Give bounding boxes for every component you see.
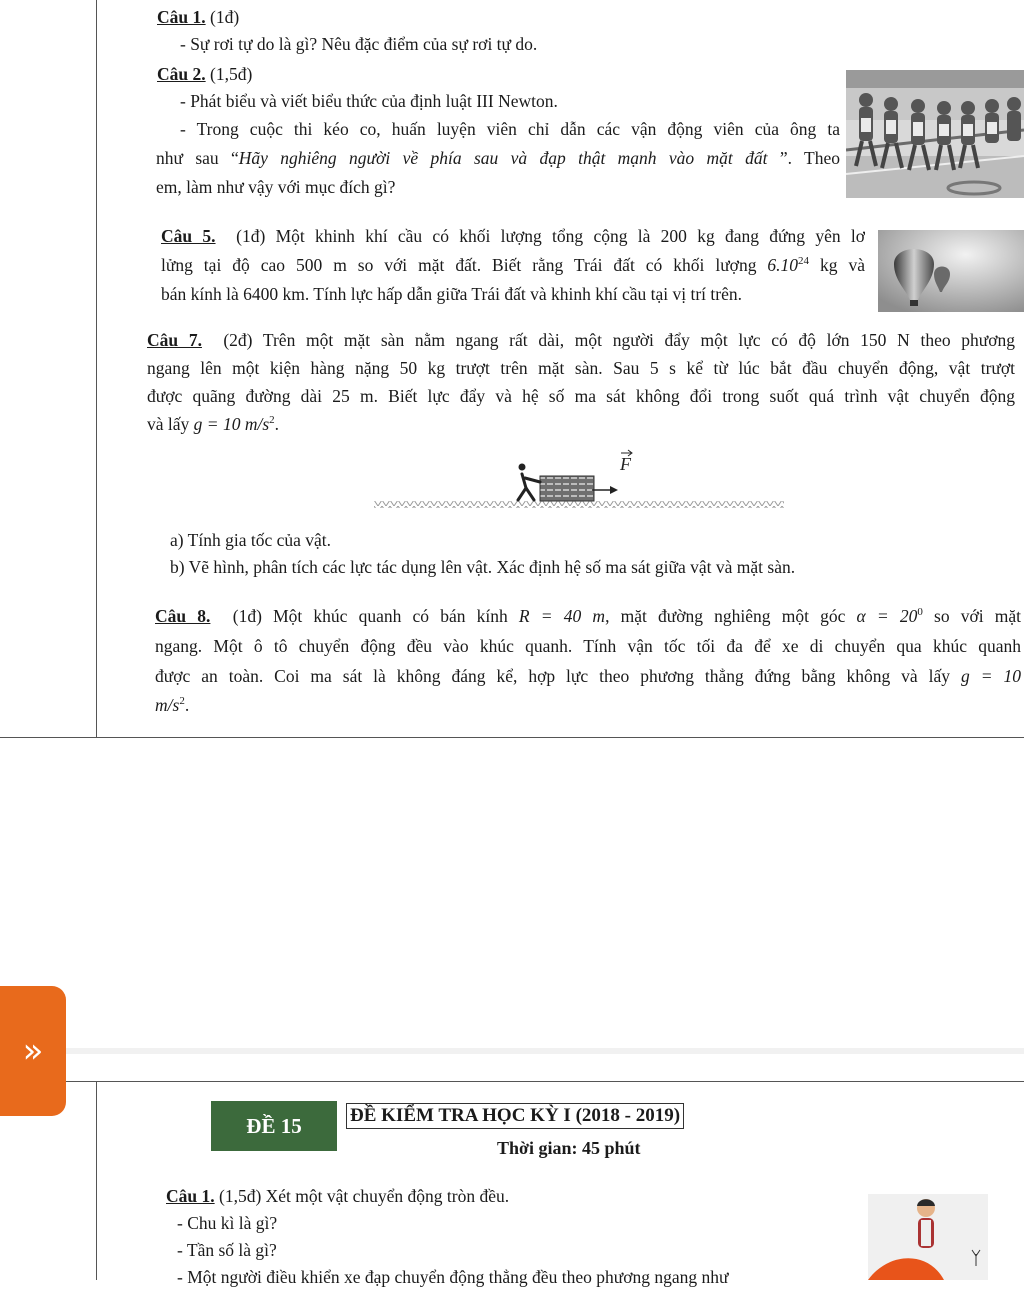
p2-q1-heading: Câu 1. (1,5đ) Xét một vật chuyển động tròn đều. (166, 1186, 510, 1206)
q5-line2: lửng tại độ cao 500 m so với mặt đất. Biết rằng Trái đất có khối lượng 6.10$^{24}$ kg và (161, 255, 865, 275)
p2-q1-c: - Một người điều khiển xe đạp chuyển động thẳng đều theo phương ngang như (177, 1267, 729, 1287)
q7-line1: Câu 7. (2đ) Trên một mặt sàn nằm ngang rất dài, một người đẩy một lực có độ lớn 150 N theo phương (147, 330, 1015, 350)
double-chevron-right-icon: » (22, 1031, 44, 1071)
q2-line3: như sau “Hãy nghiêng người về phía sau và đạp thật mạnh vào mặt đất ”. Theo (156, 148, 840, 168)
q1-line1: - Sự rơi tự do là gì? Nêu đặc điểm của sự rơi tự do. (180, 34, 538, 54)
page-left-border (96, 0, 97, 738)
q5-line3: bán kính là 6400 km. Tính lực hấp dẫn giữa Trái đất và khinh khí cầu tại vị trí trên. (161, 284, 742, 304)
exam-time: Thời gian: 45 phút (497, 1138, 641, 1158)
q5-label: Câu 5. (161, 226, 216, 246)
q2-line2: - Trong cuộc thi kéo co, huấn luyện viên chỉ dẫn các vận động viên của ông ta (180, 119, 840, 139)
q7-part-b: b) Vẽ hình, phân tích các lực tác dụng lên vật. Xác định hệ số ma sát giữa vật và mặt sàn. (170, 557, 796, 577)
q2-line1: - Phát biểu và viết biểu thức của định luật III Newton. (180, 91, 558, 111)
q7-line3: được quãng đường dài 25 m. Biết lực đẩy và hệ số ma sát không đổi trong suốt quá trình vật chuyển động (147, 386, 1015, 406)
q8-line1: Câu 8. (1đ) Một khúc quanh có bán kính R = 40 m, mặt đường nghiêng một góc $\alpha = 20^0$ so với mặt (155, 606, 1021, 626)
force-label: F (620, 454, 631, 474)
q2-line4: em, làm như vậy với mục đích gì? (156, 177, 396, 197)
q8-label: Câu 8. (155, 606, 211, 626)
p2-q1-label: Câu 1. (166, 1186, 215, 1206)
q2-coach-quote: Hãy nghiêng người về phía sau và đạp thật mạnh vào mặt đất (238, 148, 780, 168)
tug-of-war-photo (846, 70, 1024, 198)
exam-number: ĐỀ 15 (246, 1114, 302, 1138)
page2-left-border (96, 1082, 97, 1280)
page2-top-border (66, 1081, 1024, 1082)
q8-line2: ngang. Một ô tô chuyển động đều vào khúc quanh. Tính vận tốc tối đa để xe di chuyển qua khúc quanh (155, 636, 1021, 656)
push-force-diagram (370, 446, 790, 516)
page-separator (66, 1048, 1024, 1054)
p2-q1-b: - Tần số là gì? (177, 1240, 277, 1260)
q8-line3: được an toàn. Coi ma sát là không đáng kể, hợp lực theo phương thẳng đứng bằng không và lấy g = 10 (155, 666, 1021, 686)
q2-heading (157, 61, 252, 87)
q7-line4: và lấy g = 10 $m/s^2$. (147, 414, 280, 434)
q1-heading (157, 4, 239, 30)
q1-label: Câu 1. (157, 7, 206, 27)
p2-q1-a: - Chu kì là gì? (177, 1213, 278, 1233)
q8-line4: $m/s^2$. (155, 695, 190, 715)
q7-part-a: a) Tính gia tốc của vật. (170, 530, 332, 550)
exam-title: ĐỀ KIỂM TRA HỌC KỲ I (2018 - 2019) (346, 1103, 684, 1129)
q1-points: (1đ) (210, 7, 240, 27)
page-gap (0, 738, 1024, 1080)
hot-air-balloon-photo (878, 230, 1024, 312)
q5-line1: Câu 5. (1đ) Một khinh khí cầu có khối lượng tổng cộng là 200 kg đang đứng yên lơ (161, 226, 865, 246)
q7-label: Câu 7. (147, 330, 202, 350)
cyclist-illustration (868, 1194, 988, 1280)
q7-line2: ngang lên một kiện hàng nặng 50 kg trượt trên mặt sàn. Sau 5 s kể từ lúc bắt đầu chuyển động, vật trượt (147, 358, 1015, 378)
q2-label: Câu 2. (157, 64, 206, 84)
q2-points: (1,5đ) (210, 64, 253, 84)
next-page-button[interactable] (0, 986, 66, 1116)
exam-number-box (211, 1101, 337, 1151)
